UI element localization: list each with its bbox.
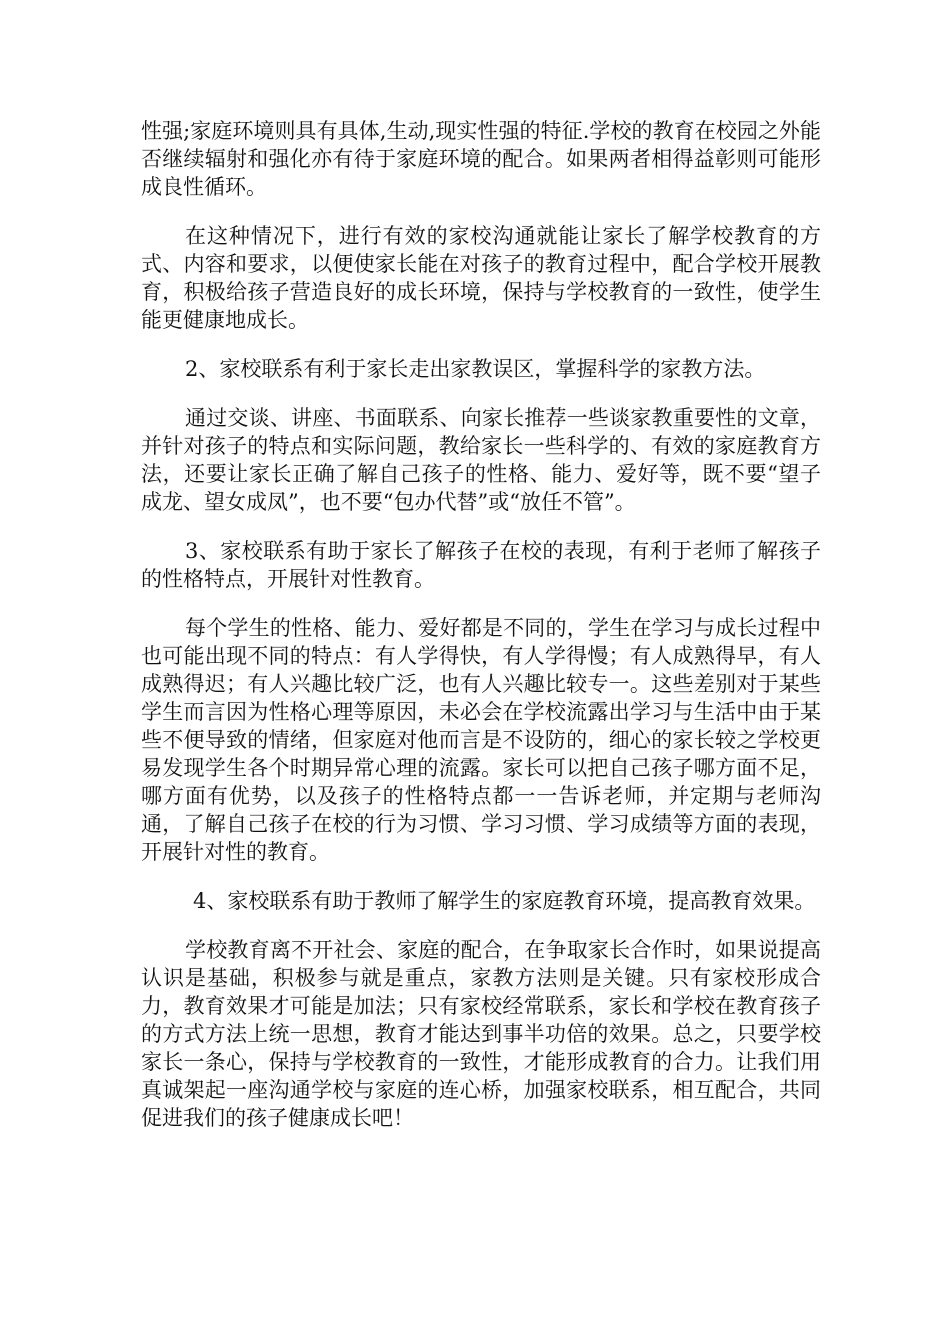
document-page — [141, 117, 821, 1132]
paragraph-point-3-body: 每个学生的性格、能力、爱好都是不同的，学生在学习与成长过程中也可能出现不同的特点：有人学得快，有人学得慢；有人成熟得早，有人成熟得迟；有人兴趣比较广泛，也有人兴趣比较专一。这些差别对于某些学生而言因为性格心理等原因，未必会在学校流露出学习与生活中由于某些不便导致的情绪，但家庭对他而言是不设防的，细心的家长较之学校更易发现学生各个时期异常心理的流露。家长可以把自己孩子哪方面不足，哪方面有优势，以及孩子的性格特点都一一告诉老师，并定期与老师沟通，了解自己孩子在校的行为习惯、学习习惯、学习成绩等方面的表现，开展针对性的教育。 — [141, 616, 821, 864]
paragraph-conclusion: 学校教育离不开社会、家庭的配合，在争取家长合作时，如果说提高认识是基础，积极参与就是重点，家教方法则是关键。只有家校形成合力，教育效果才可能是加法；只有家校经常联系，家长和学校在教育孩子的方式方法上统一思想，教育才能达到事半功倍的效果。总之，只要学校家长一条心，保持与学校教育的一致性，才能形成教育的合力。让我们用真诚架起一座沟通学校与家庭的连心桥，加强家校联系，相互配合，共同促进我们的孩子健康成长吧！ — [141, 938, 821, 1130]
paragraph-home-school-communication: 在这种情况下，进行有效的家校沟通就能让家长了解学校教育的方式、内容和要求，以便使家长能在对孩子的教育过程中，配合学校开展教育，积极给孩子营造良好的成长环境，保持与学校教育的一致性，使学生能更健康地成长。 — [141, 224, 821, 332]
heading-point-4: 4、家校联系有助于教师了解学生的家庭教育环境，提高教育效果。 — [193, 889, 816, 913]
heading-point-2: 2、家校联系有利于家长走出家教误区，掌握科学的家教方法。 — [185, 357, 766, 381]
heading-point-3: 3、家校联系有助于家长了解孩子在校的表现，有利于老师了解孩子的性格特点，开展针对性教育。 — [141, 539, 821, 591]
paragraph-continuation: 性强;家庭环境则具有具体,生动,现实性强的特征.学校的教育在校园之外能否继续辐射和强化亦有待于家庭环境的配合。如果两者相得益彰则可能形成良性循环。 — [141, 119, 821, 199]
paragraph-point-2-body: 通过交谈、讲座、书面联系、向家长推荐一些谈家教重要性的文章，并针对孩子的特点和实际问题，教给家长一些科学的、有效的家庭教育方法，还要让家长正确了解自己孩子的性格、能力、爱好等，既不要“望子成龙、望女成凤”，也不要“包办代替”或“放任不管”。 — [141, 406, 821, 514]
